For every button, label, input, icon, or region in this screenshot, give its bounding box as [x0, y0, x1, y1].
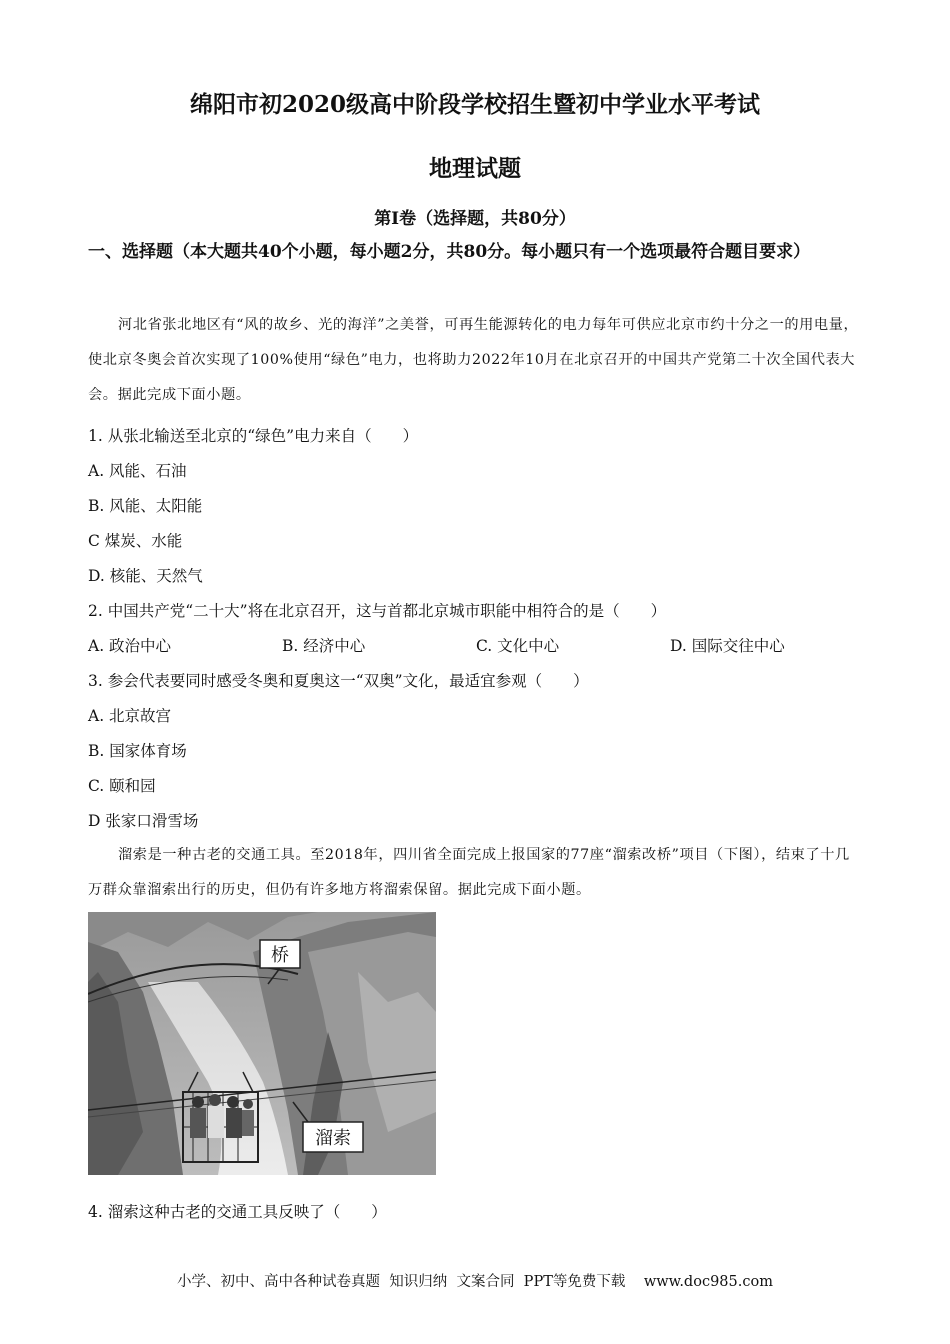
section-heading: 第Ⅰ卷（选择题，共80分）: [374, 209, 576, 229]
q3-option-b: B. 国家体育场: [88, 742, 187, 760]
question-1-stem: 1. 从张北输送至北京的“绿色”电力来自（ ）: [88, 427, 419, 445]
exam-subtitle: 地理试题: [429, 155, 521, 182]
q1-option-c: C 煤炭、水能: [88, 532, 183, 550]
exam-title: 绵阳市初2020级高中阶段学校招生暨初中学业水平考试: [189, 91, 760, 118]
photo-label-bridge: 桥: [271, 945, 289, 966]
footer-text: 小学、初中、高中各种试卷真题 知识归纳 文案合同 PPT等免费下载: [177, 1274, 626, 1290]
q1-option-d: D. 核能、天然气: [88, 567, 203, 585]
question-4-stem: 4. 溜索这种古老的交通工具反映了（ ）: [88, 1203, 387, 1221]
passage-1: 河北省张北地区有“风的故乡、光的海洋”之美誉，可再生能源转化的电力每年可供应北京市约十分之一的用电量，使北京冬奥会首次实现了100%使用“绿色”电力，也将助力2022年10月在北京召开的中国共产党第二十次全国代表大会。据此完成下面小题。: [88, 317, 859, 403]
footer-url[interactable]: www.doc985.com: [643, 1274, 773, 1290]
passage-2: 溜索是一种古老的交通工具。至2018年，四川省全面完成上报国家的77座“溜索改桥”项目（下图），结束了十几万群众靠溜索出行的历史，但仍有许多地方将溜索保留。据此完成下面小题。: [88, 847, 850, 898]
photo-label-zipline: 溜索: [315, 1128, 351, 1149]
q2-option-d: D. 国际交往中心: [670, 637, 785, 655]
q1-option-a: A. 风能、石油: [88, 462, 187, 480]
page-footer: [0, 1270, 950, 1291]
q3-option-c: C. 颐和园: [88, 777, 156, 795]
q3-option-a: A. 北京故宫: [88, 707, 172, 725]
q2-option-a: A. 政治中心: [88, 637, 172, 655]
q3-option-d: D 张家口滑雪场: [88, 812, 199, 830]
question-2-stem: 2. 中国共产党“二十大”将在北京召开，这与首都北京城市职能中相符合的是（ ）: [88, 602, 667, 620]
question-3-stem: 3. 参会代表要同时感受冬奥和夏奥这一“双奥”文化，最适宜参观（ ）: [88, 672, 589, 690]
q1-option-b: B. 风能、太阳能: [88, 497, 203, 515]
zipline-bridge-photo: [88, 912, 436, 1175]
q2-option-b: B. 经济中心: [282, 637, 366, 655]
q2-option-c: C. 文化中心: [476, 637, 560, 655]
part-heading: 一、选择题（本大题共40个小题，每小题2分，共80分。每小题只有一个选项最符合题目要求）: [88, 242, 811, 262]
